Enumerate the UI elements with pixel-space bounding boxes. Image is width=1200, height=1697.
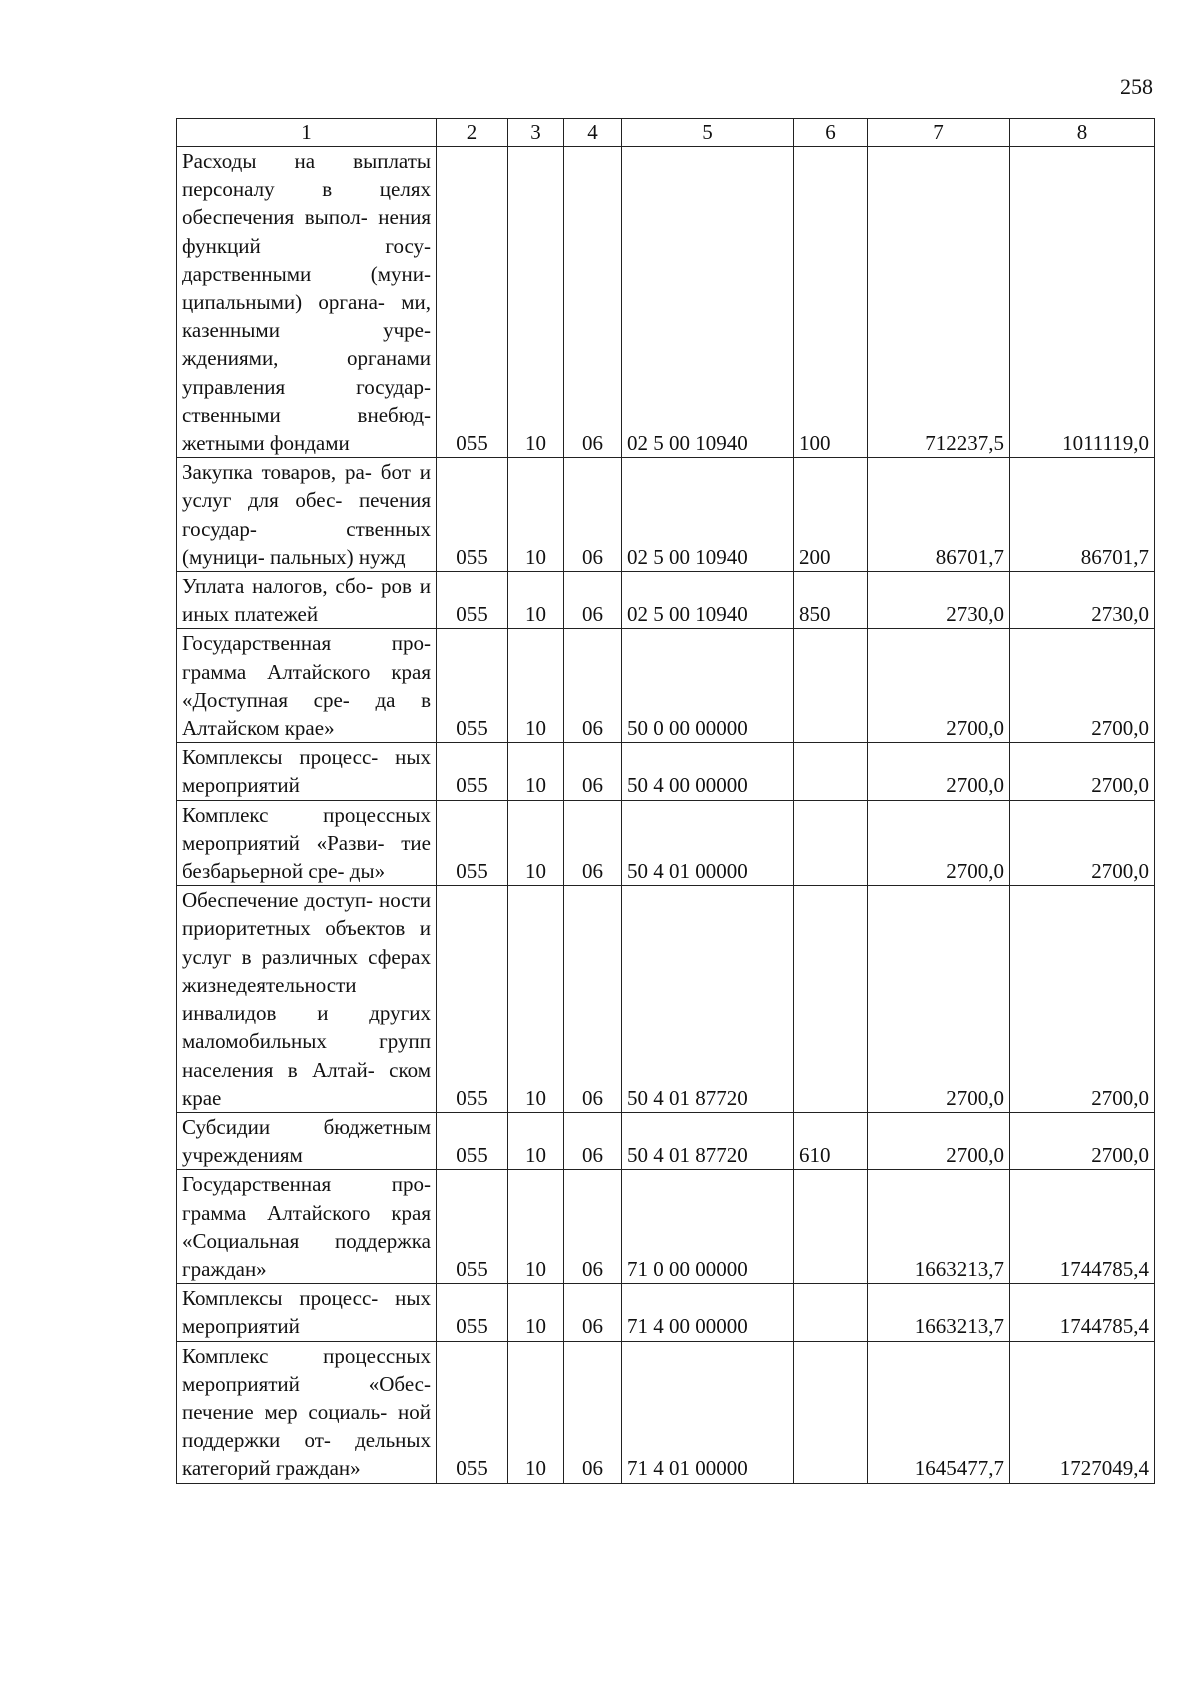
cell-target-article: 50 0 00 00000 (622, 629, 794, 743)
column-header: 5 (622, 119, 794, 147)
expense-name-line: дельных категорий (182, 1428, 431, 1481)
expense-name-line: да в Алтайском крае» (182, 687, 431, 741)
cell-amount-col8: 2700,0 (1010, 886, 1155, 1113)
cell-expense-type (794, 1170, 868, 1284)
expense-name-line: Комплексы процесс- (182, 745, 379, 770)
cell-expense-type: 200 (794, 458, 868, 572)
cell-subsection: 06 (564, 886, 622, 1113)
table-row (177, 629, 1155, 743)
expense-name-line: дарственными (муни- (182, 261, 431, 286)
cell-ministry-code: 055 (437, 800, 508, 886)
cell-amount-col7: 2700,0 (868, 629, 1010, 743)
table-row (177, 743, 1155, 800)
cell-expense-name (177, 629, 437, 743)
expense-name-line: инвалидов и других (182, 1001, 431, 1026)
expense-name-line: различных сферах (261, 944, 431, 969)
cell-expense-name (177, 1170, 437, 1284)
column-header: 7 (868, 119, 1010, 147)
table-row (177, 1112, 1155, 1169)
cell-amount-col7: 2730,0 (868, 572, 1010, 629)
cell-section: 10 (508, 629, 564, 743)
cell-amount-col7: 2700,0 (868, 1112, 1010, 1169)
cell-ministry-code: 055 (437, 147, 508, 458)
cell-subsection: 06 (564, 147, 622, 458)
expense-name-line: края «Социальная (182, 1200, 431, 1253)
header-row (177, 119, 1155, 147)
expense-name-line: персоналу в целях (182, 177, 431, 202)
expense-name-line: ском крае (182, 1057, 431, 1110)
expense-name-line: Комплекс процессных (182, 802, 431, 827)
cell-section: 10 (508, 743, 564, 800)
expense-name-line: грамма Алтайского (182, 659, 371, 684)
cell-target-article: 71 0 00 00000 (622, 1170, 794, 1284)
cell-amount-col7: 86701,7 (868, 458, 1010, 572)
column-header: 1 (177, 119, 437, 147)
column-header: 4 (564, 119, 622, 147)
expense-name-line: ности приоритетных (182, 888, 431, 941)
cell-amount-col8: 2700,0 (1010, 743, 1155, 800)
cell-section: 10 (508, 1112, 564, 1169)
table-body (177, 147, 1155, 1484)
cell-subsection: 06 (564, 1284, 622, 1341)
expense-name-line: поддержка граждан» (182, 1228, 431, 1281)
expense-name-line: мероприятий «Разви- (182, 830, 385, 855)
cell-expense-name (177, 147, 437, 458)
expense-name-line: ной поддержки от- (182, 1399, 431, 1453)
cell-expense-name (177, 458, 437, 572)
cell-amount-col8: 86701,7 (1010, 458, 1155, 572)
cell-ministry-code: 055 (437, 1112, 508, 1169)
expense-name-line: мероприятий «Обес- (182, 1371, 431, 1396)
expense-name-line: печения государ- (182, 488, 431, 541)
cell-target-article: 50 4 00 00000 (622, 743, 794, 800)
expense-name-line: края «Доступная сре- (182, 659, 431, 712)
cell-amount-col7: 2700,0 (868, 800, 1010, 886)
cell-expense-type: 850 (794, 572, 868, 629)
expense-name-line: управления государ- (182, 374, 431, 399)
cell-expense-name (177, 886, 437, 1113)
expense-name-line: ных мероприятий (182, 1286, 431, 1339)
table-row (177, 147, 1155, 458)
expense-name-line: Государственная про- (182, 1172, 431, 1197)
expense-name-line: Расходы на выплаты (182, 149, 431, 173)
cell-amount-col8: 2700,0 (1010, 1112, 1155, 1169)
expense-name-line: объектов и услуг в (182, 916, 432, 969)
cell-ministry-code: 055 (437, 1284, 508, 1341)
column-header: 3 (508, 119, 564, 147)
table-row (177, 800, 1155, 886)
table-row (177, 1341, 1155, 1483)
cell-expense-type (794, 629, 868, 743)
expense-name-line: ждениями, органами (182, 346, 431, 371)
cell-subsection: 06 (564, 572, 622, 629)
expense-name-line: населения в Алтай- (182, 1057, 375, 1082)
cell-target-article: 02 5 00 10940 (622, 458, 794, 572)
expense-name-line: Закупка товаров, ра- (182, 460, 372, 485)
cell-target-article: 71 4 01 00000 (622, 1341, 794, 1483)
cell-target-article: 71 4 00 00000 (622, 1284, 794, 1341)
cell-amount-col8: 1011119,0 (1010, 147, 1155, 458)
expense-name-line: маломобильных групп (182, 1029, 431, 1054)
expense-name-line: ров и иных платежей (182, 574, 432, 627)
page-number: 258 (1120, 74, 1153, 99)
cell-target-article: 50 4 01 87720 (622, 1112, 794, 1169)
cell-amount-col8: 1744785,4 (1010, 1284, 1155, 1341)
expense-name-line: Комплексы процесс- (182, 1286, 379, 1311)
cell-expense-type (794, 886, 868, 1113)
expense-name-line: пальных) нужд (269, 544, 406, 569)
cell-ministry-code: 055 (437, 458, 508, 572)
expense-name-line: ды» (349, 859, 386, 884)
cell-target-article: 50 4 01 00000 (622, 800, 794, 886)
cell-amount-col7: 2700,0 (868, 886, 1010, 1113)
cell-expense-name (177, 1112, 437, 1169)
expense-name-line: ципальными) органа- (182, 290, 385, 315)
table-row (177, 572, 1155, 629)
column-header: 8 (1010, 119, 1155, 147)
cell-amount-col7: 1645477,7 (868, 1341, 1010, 1483)
expense-name-line: нения функций госу- (182, 205, 431, 258)
cell-ministry-code: 055 (437, 1341, 508, 1483)
cell-target-article: 02 5 00 10940 (622, 572, 794, 629)
cell-amount-col7: 712237,5 (868, 147, 1010, 458)
cell-subsection: 06 (564, 458, 622, 572)
cell-amount-col7: 1663213,7 (868, 1284, 1010, 1341)
cell-section: 10 (508, 147, 564, 458)
budget-table (176, 118, 1155, 1484)
cell-ministry-code: 055 (437, 629, 508, 743)
expense-name-line: Субсидии бюджетным (182, 1114, 431, 1139)
cell-section: 10 (508, 800, 564, 886)
cell-expense-name (177, 743, 437, 800)
cell-target-article: 02 5 00 10940 (622, 147, 794, 458)
expense-name-line: Комплекс процессных (182, 1343, 431, 1368)
cell-expense-type (794, 800, 868, 886)
cell-amount-col7: 2700,0 (868, 743, 1010, 800)
expense-name-line: грамма Алтайского (182, 1200, 371, 1225)
cell-ministry-code: 055 (437, 1170, 508, 1284)
expense-name-line: обеспечения выпол- (182, 205, 368, 230)
expense-name-line: Государственная про- (182, 631, 431, 656)
cell-amount-col8: 1744785,4 (1010, 1170, 1155, 1284)
cell-expense-name (177, 800, 437, 886)
cell-section: 10 (508, 458, 564, 572)
cell-amount-col8: 1727049,4 (1010, 1341, 1155, 1483)
table-row (177, 458, 1155, 572)
cell-section: 10 (508, 1284, 564, 1341)
cell-expense-type: 610 (794, 1112, 868, 1169)
cell-expense-name (177, 1341, 437, 1483)
cell-expense-type: 100 (794, 147, 868, 458)
cell-expense-name (177, 1284, 437, 1341)
expense-name-line: ственными внебюд- (182, 402, 431, 427)
expense-name-line: печение мер социаль- (182, 1399, 388, 1424)
cell-subsection: 06 (564, 1170, 622, 1284)
cell-target-article: 50 4 01 87720 (622, 886, 794, 1113)
cell-amount-col8: 2700,0 (1010, 800, 1155, 886)
cell-section: 10 (508, 1170, 564, 1284)
column-header: 6 (794, 119, 868, 147)
table-row (177, 1284, 1155, 1341)
cell-section: 10 (508, 572, 564, 629)
cell-subsection: 06 (564, 800, 622, 886)
cell-expense-name (177, 572, 437, 629)
expense-name-line: жетными фондами (182, 431, 350, 456)
expense-name-line: жизнедеятельности (182, 972, 357, 997)
cell-section: 10 (508, 886, 564, 1113)
cell-subsection: 06 (564, 1341, 622, 1483)
cell-section: 10 (508, 1341, 564, 1483)
expense-name-line: граждан» (275, 1456, 361, 1481)
cell-expense-type (794, 743, 868, 800)
expense-name-line: Уплата налогов, сбо- (182, 574, 374, 599)
table-row (177, 886, 1155, 1113)
expense-name-line: ных мероприятий (182, 745, 431, 798)
expense-name-line: Обеспечение доступ- (182, 888, 374, 913)
cell-ministry-code: 055 (437, 572, 508, 629)
expense-name-line: ственных (муници- (182, 516, 431, 569)
cell-subsection: 06 (564, 743, 622, 800)
expense-name-line: бот и услуг для обес- (182, 460, 432, 513)
column-header: 2 (437, 119, 508, 147)
cell-expense-type (794, 1341, 868, 1483)
expense-name-line: учреждениям (182, 1143, 303, 1168)
cell-ministry-code: 055 (437, 743, 508, 800)
expense-name-line: тие безбарьерной сре- (182, 830, 431, 884)
expense-name-line: ми, казенными учре- (182, 290, 431, 343)
cell-subsection: 06 (564, 629, 622, 743)
cell-amount-col8: 2700,0 (1010, 629, 1155, 743)
cell-amount-col8: 2730,0 (1010, 572, 1155, 629)
table-row (177, 1170, 1155, 1284)
cell-amount-col7: 1663213,7 (868, 1170, 1010, 1284)
cell-expense-type (794, 1284, 868, 1341)
cell-subsection: 06 (564, 1112, 622, 1169)
cell-ministry-code: 055 (437, 886, 508, 1113)
